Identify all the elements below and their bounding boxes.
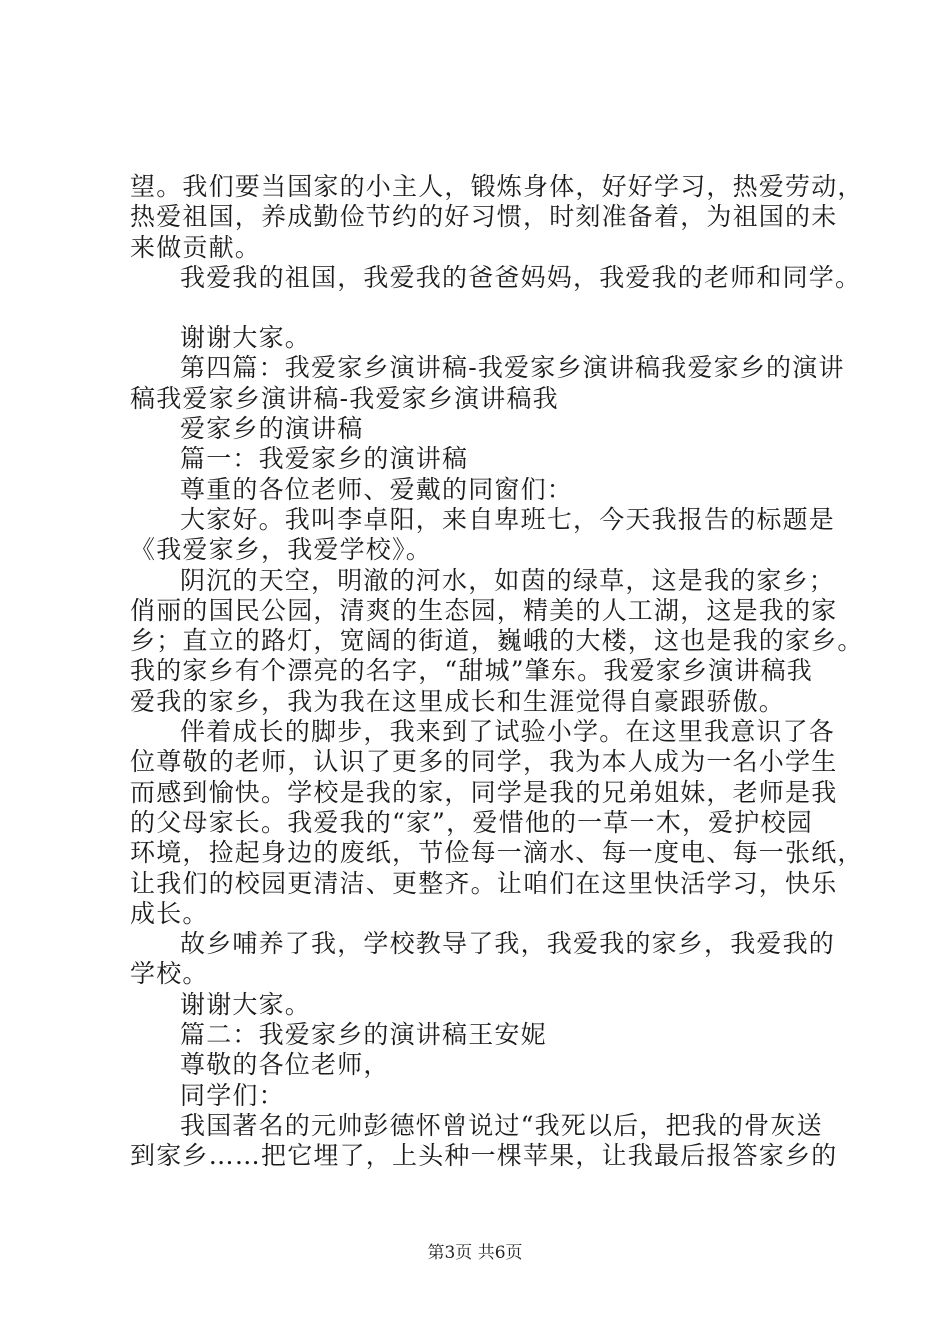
text-line: 大家好。我叫李卓阳，来自卑班七，今天我报告的标题是 bbox=[180, 504, 836, 534]
text-line: 我国著名的元帅彭德怀曾说过“我死以后，把我的骨灰送 bbox=[180, 1110, 823, 1140]
text-line: 《我爱家乡，我爱学校》。 bbox=[130, 535, 432, 565]
subsection-heading: 篇二：我爱家乡的演讲稿王安妮 bbox=[180, 1020, 547, 1050]
text-line: 爱家乡的演讲稿 bbox=[180, 414, 364, 444]
text-line: 热爱祖国，养成勤俭节约的好习惯，时刻准备着，为祖国的未 bbox=[130, 202, 838, 232]
salutation: 同学们： bbox=[180, 1080, 285, 1110]
salutation: 尊重的各位老师、爱戴的同窗们： bbox=[180, 474, 574, 504]
text-line: 成长。 bbox=[130, 898, 209, 928]
text-line: 乡；直立的路灯，宽阔的街道，巍峨的大楼，这也是我的家乡。 bbox=[130, 626, 864, 656]
text-line: 到家乡……把它埋了，上头种一棵苹果，让我最后报答家乡的 bbox=[130, 1141, 838, 1171]
text-line: 来做贡献。 bbox=[130, 232, 262, 262]
text-line: 伴着成长的脚步，我来到了试验小学。在这里我意识了各 bbox=[180, 717, 836, 747]
text-line: 俏丽的国民公园，清爽的生态园，精美的人工湖，这是我的家 bbox=[130, 595, 838, 625]
document-body bbox=[130, 172, 864, 1172]
text-line: 环境，捡起身边的废纸，节俭每一滴水、每一度电、每一张纸， bbox=[130, 838, 864, 868]
text-line: 爱我的家乡，我为我在这里成长和生涯觉得自豪跟骄傲。 bbox=[130, 686, 786, 716]
text-line: 我的家乡有个漂亮的名字，“甜城”肇东。我爱家乡演讲稿我 bbox=[130, 656, 813, 686]
salutation: 尊敬的各位老师， bbox=[180, 1050, 390, 1080]
text-line: 我爱我的祖国，我爱我的爸爸妈妈，我爱我的老师和同学。 bbox=[180, 262, 862, 292]
text-line: 阴沉的天空，明澈的河水，如茵的绿草，这是我的家乡； bbox=[180, 565, 836, 595]
text-line: 而感到愉快。学校是我的家，同学是我的兄弟姐妹，老师是我 bbox=[130, 777, 838, 807]
section-heading: 稿我爱家乡演讲稿-我爱家乡演讲稿我 bbox=[130, 383, 559, 413]
section-heading: 第四篇：我爱家乡演讲稿-我爱家乡演讲稿我爱家乡的演讲 bbox=[180, 353, 845, 383]
page-number: 第3页 共6页 bbox=[427, 1243, 523, 1263]
subsection-heading: 篇一：我爱家乡的演讲稿 bbox=[180, 444, 469, 474]
text-line: 的父母家长。我爱我的“家”，爱惜他的一草一木，爱护校园 bbox=[130, 807, 813, 837]
text-line: 故乡哺养了我，学校教导了我，我爱我的家乡，我爱我的 bbox=[180, 929, 836, 959]
text-line: 位尊敬的老师，认识了更多的同学，我为本人成为一名小学生 bbox=[130, 747, 838, 777]
text-line: 望。我们要当国家的小主人，锻炼身体，好好学习，热爱劳动， bbox=[130, 172, 864, 201]
text-line: 谢谢大家。 bbox=[180, 989, 312, 1019]
paragraph-gap bbox=[130, 293, 850, 323]
text-line: 谢谢大家。 bbox=[180, 323, 312, 353]
text-line: 学校。 bbox=[130, 959, 209, 989]
text-line: 让我们的校园更清洁、更整齐。让咱们在这里快活学习，快乐 bbox=[130, 868, 838, 898]
